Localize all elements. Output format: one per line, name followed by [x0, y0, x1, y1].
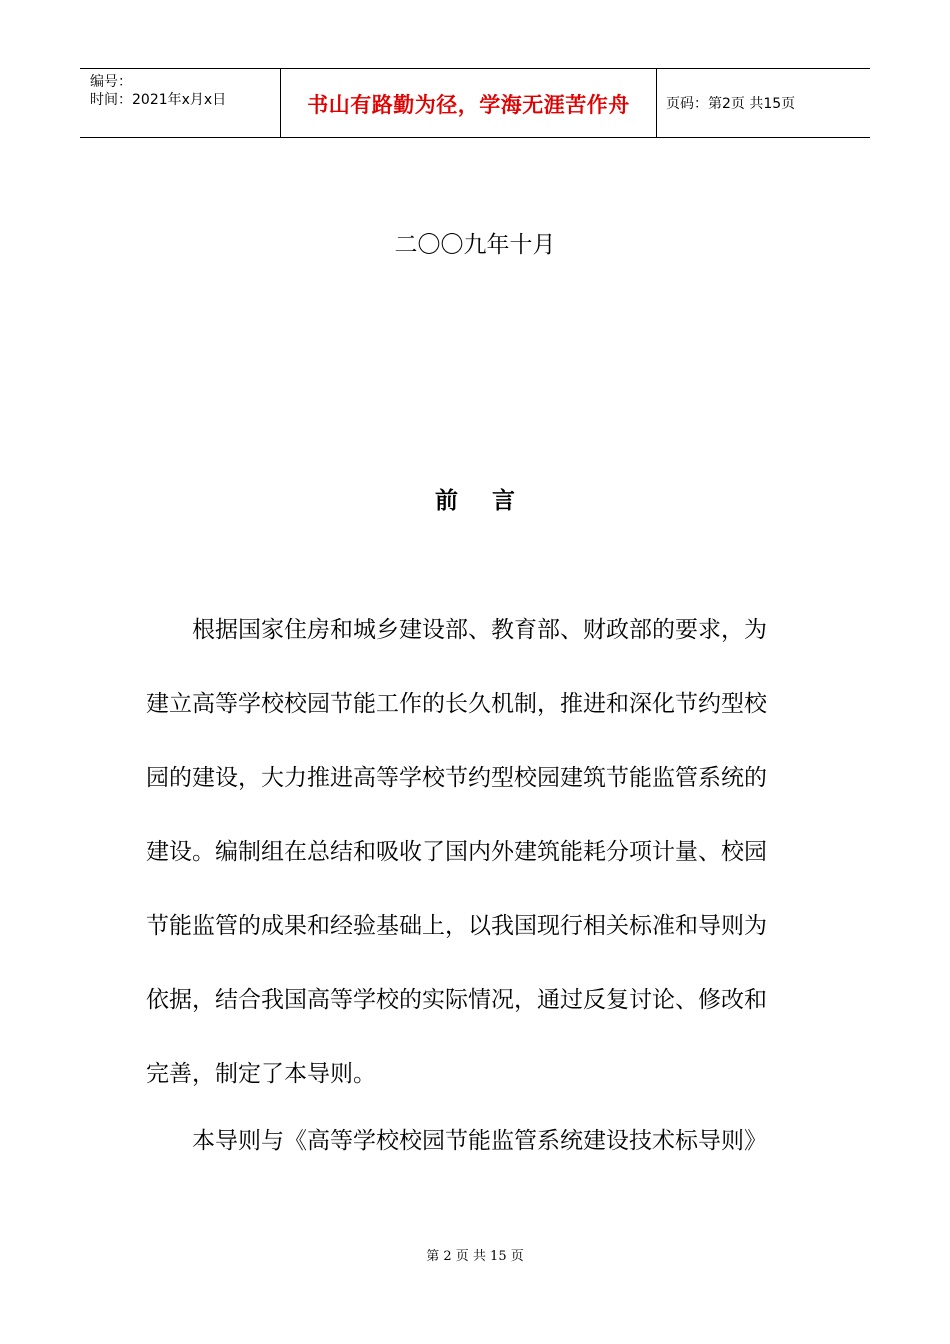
number-label: 编号： [90, 74, 132, 90]
header-motto: 书山有路勤为径，学海无涯苦作舟 [307, 93, 630, 117]
section-heading: 前言 [435, 487, 549, 514]
body-line: 本导则与《高等学校校园节能监管系统建设技术标导则》 [146, 1128, 767, 1154]
header-page-info: 页码：第2页 共15页 [666, 96, 796, 112]
body-line: 节能监管的成果和经验基础上，以我国现行相关标准和导则为 [146, 913, 767, 939]
body-line: 建立高等学校校园节能工作的长久机制，推进和深化节约型校 [146, 691, 767, 717]
body-line: 建设。编制组在总结和吸收了国内外建筑能耗分项计量、校园 [146, 839, 767, 865]
page-footer: 第 2 页 共 15 页 [426, 1249, 524, 1264]
body-line: 园的建设，大力推进高等学校节约型校园建筑节能监管系统的 [146, 765, 767, 791]
header-middle-cell [280, 69, 657, 137]
body-line: 根据国家住房和城乡建设部、教育部、财政部的要求，为 [146, 617, 767, 643]
header-left-cell [80, 69, 280, 137]
page-header [80, 68, 870, 138]
header-right-cell [656, 69, 870, 137]
body-line: 完善，制定了本导则。 [146, 1061, 376, 1087]
document-date: 二〇〇九年十月 [394, 232, 556, 258]
body-line: 依据，结合我国高等学校的实际情况，通过反复讨论、修改和 [146, 987, 767, 1013]
time-label: 时间：2021年x月x日 [90, 92, 227, 108]
